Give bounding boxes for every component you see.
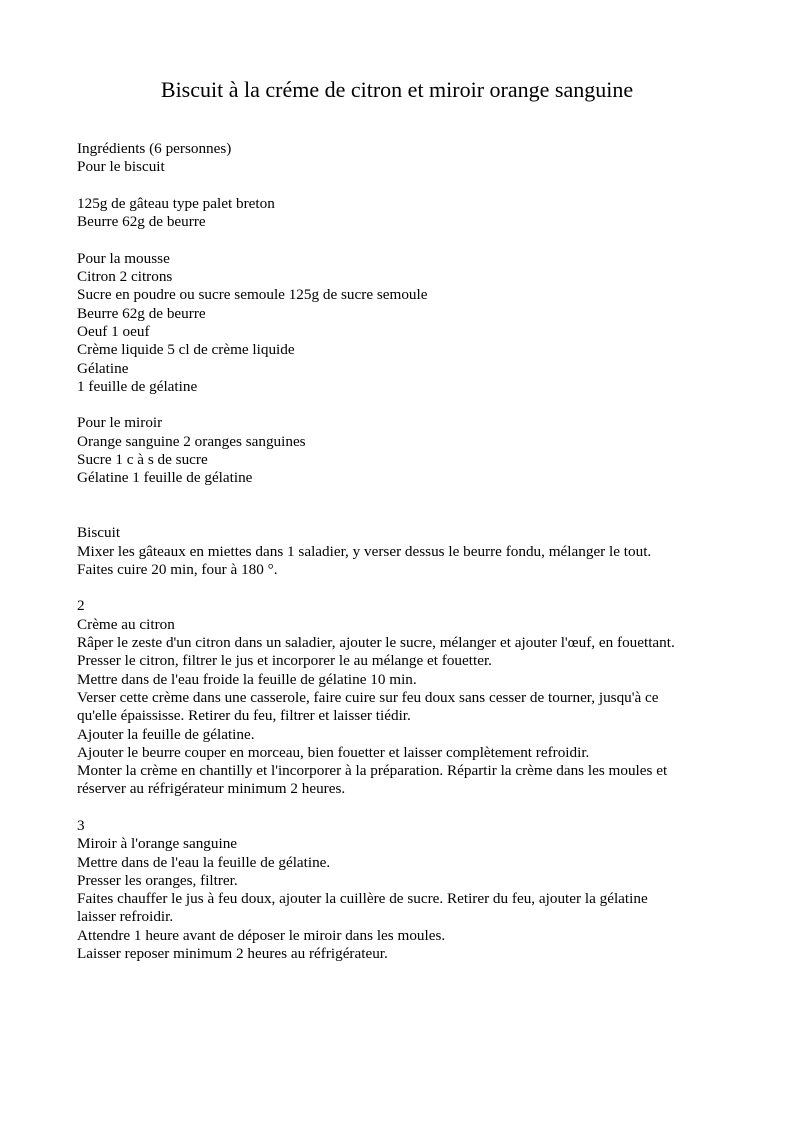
step-number: 3 [77, 816, 85, 834]
spacer [77, 799, 737, 817]
ingredient-line: Citron 2 citrons [77, 268, 173, 286]
ingredient-line: Sucre en poudre ou sucre semoule 125g de sucre semoule [77, 286, 428, 304]
ingredient-line: Oeuf 1 oeuf [77, 322, 150, 340]
spacer [77, 177, 737, 195]
spacer [77, 488, 737, 525]
step-line: Mixer les gâteaux en miettes dans 1 saladier, y verser dessus le beurre fondu, mélanger le tout. [77, 542, 652, 560]
step-line: Râper le zeste d'un citron dans un saladier, ajouter le sucre, mélanger et ajouter l'œuf, en fouettant. [77, 634, 675, 652]
step-line: Mettre dans de l'eau froide la feuille de gélatine 10 min. [77, 670, 417, 688]
spacer [77, 231, 737, 249]
step-line: Faites chauffer le jus à feu doux, ajouter la cuillère de sucre. Retirer du feu, ajouter la gélatine [77, 890, 648, 908]
step-line: Ajouter la feuille de gélatine. [77, 725, 255, 743]
step-line: qu'elle épaississe. Retirer du feu, filtrer et laisser tiédir. [77, 707, 411, 725]
step-line: Faites cuire 20 min, four à 180 °. [77, 560, 278, 578]
step-heading: Crème au citron [77, 615, 175, 633]
step-line: Verser cette crème dans une casserole, faire cuire sur feu doux sans cesser de tourner, jusqu'à ce [77, 688, 659, 706]
recipe-body [77, 140, 737, 963]
ingredient-line: Orange sanguine 2 oranges sanguines [77, 432, 306, 450]
ingredient-line: 1 feuille de gélatine [77, 377, 198, 395]
step-line: laisser refroidir. [77, 908, 174, 926]
step-line: Monter la crème en chantilly et l'incorporer à la préparation. Répartir la crème dans les moules et [77, 762, 668, 780]
mousse-ingredients-heading: Pour la mousse [77, 249, 170, 267]
step-line: Mettre dans de l'eau la feuille de gélatine. [77, 853, 331, 871]
ingredients-heading: Ingrédients (6 personnes) [77, 140, 232, 157]
ingredient-line: Beurre 62g de beurre [77, 213, 206, 231]
ingredient-line: Gélatine [77, 359, 129, 377]
step-line: réserver au réfrigérateur minimum 2 heures. [77, 780, 346, 798]
miroir-ingredients-heading: Pour le miroir [77, 414, 163, 432]
ingredient-line: Sucre 1 c à s de sucre [77, 451, 208, 469]
step-number: 2 [77, 597, 85, 615]
step-line: Ajouter le beurre couper en morceau, bien fouetter et laisser complètement refroidir. [77, 743, 590, 761]
ingredient-line: 125g de gâteau type palet breton [77, 194, 275, 212]
spacer [77, 579, 737, 597]
ingredient-line: Beurre 62g de beurre [77, 304, 206, 322]
ingredient-line: Crème liquide 5 cl de crème liquide [77, 341, 295, 359]
recipe-title: Biscuit à la créme de citron et miroir orange sanguine [160, 77, 634, 102]
spacer [77, 396, 737, 414]
biscuit-ingredients-heading: Pour le biscuit [77, 158, 165, 176]
step-heading: Biscuit [77, 524, 121, 542]
step-heading: Miroir à l'orange sanguine [77, 835, 238, 853]
step-line: Presser les oranges, filtrer. [77, 871, 238, 889]
ingredient-line: Gélatine 1 feuille de gélatine [77, 469, 253, 487]
step-line: Laisser reposer minimum 2 heures au réfrigérateur. [77, 945, 388, 963]
step-line: Attendre 1 heure avant de déposer le miroir dans les moules. [77, 926, 446, 944]
step-line: Presser le citron, filtrer le jus et incorporer le au mélange et fouetter. [77, 652, 492, 670]
